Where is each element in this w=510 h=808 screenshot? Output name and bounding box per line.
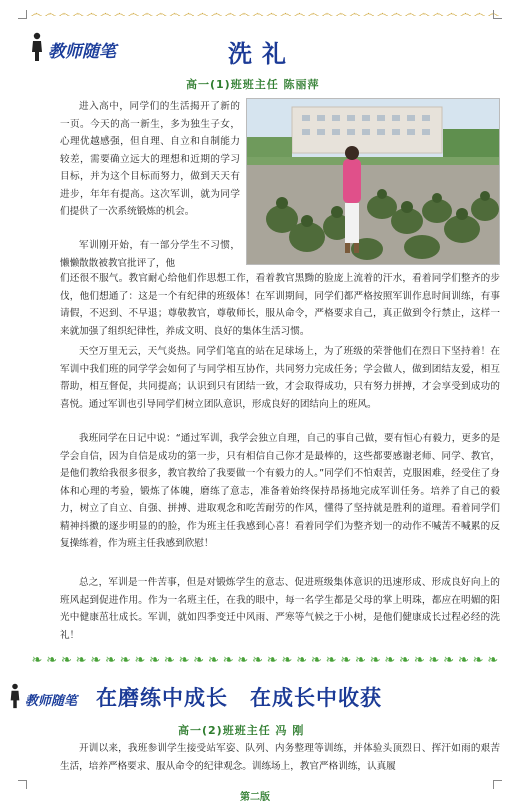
leaf-icon: ❧ [428,652,440,668]
leaf-icon: ❧ [384,652,396,668]
spiral-ornament-icon: ෴ [376,6,389,20]
leaf-icon: ❧ [119,652,131,668]
column-tag-text: 教师随笔 [25,694,78,709]
leaf-icon: ❧ [90,652,102,668]
leaf-icon: ❧ [310,652,322,668]
leaf-icon: ❧ [222,652,234,668]
spiral-ornament-icon: ෴ [446,6,458,20]
corner-mark [18,10,27,19]
leaf-icon: ❧ [75,652,87,668]
teacher-figure-icon [30,32,44,62]
spiral-ornament-icon: ෴ [210,6,223,20]
leaf-icon: ❧ [355,652,366,668]
teacher-figure-icon [8,683,22,709]
leaf-icon: ❧ [193,652,205,668]
spiral-ornament-icon: ෴ [238,6,250,20]
spiral-ornament-icon: ෴ [183,6,195,20]
leaf-icon: ❧ [281,652,293,668]
spiral-ornament-icon: ෴ [127,6,140,20]
spiral-ornament-icon: ෴ [404,6,416,20]
article-paragraph [60,237,240,273]
spiral-ornament-icon: ෴ [293,6,306,20]
leaf-icon: ❧ [266,652,278,668]
article-paragraph: 天空万里无云，天气炎热。同学们笔直的站在足球场上，为了班级的荣誉他们在烈日下坚持着！在军训中我们班的同学学会如何了与同学相互协作，共同努力完成任务；学会做人，做到团结友爱，相互帮助，相互督促，共同提高；认识到只有团结一致，才会取得成功，只有努力拼搏，才会享受到成功的喜悦。通过军训也引导同学们树立团队意识，形成良好的团结向上的班风。 [60,346,500,410]
spiral-ornament-icon: ෴ [155,6,167,20]
paragraph-text-narrow: 军训刚开始，有一部分学生不习惯，懒懒散散被教官批评了，他 [60,240,240,269]
spiral-ornament-icon: ෴ [58,6,70,20]
leaf-icon: ❧ [457,652,469,668]
leaf-icon: ❧ [443,652,455,668]
article-paragraph: 总之，军训是一件苦事，但是对锻炼学生的意志、促进班级集体意识的迅速形成、形成良好向上的班风起到促进作用。作为一名班主任，在我的眼中，每一名学生都是父母的掌上明珠，都应在明媚的阳光中健康茁壮成长。军训，就如四季变迁中风雨、严寒等气候之于小树，是他们健康成长过程必经的洗礼！ [60,577,500,641]
spiral-ornament-icon: ෴ [224,6,236,20]
spiral-ornament-icon: ෴ [100,6,112,20]
leaf-icon: ❧ [163,652,175,668]
leaf-icon: ❧ [60,652,72,668]
article-paragraph: 我班同学在日记中说：“通过军训，我学会独立自理，自己的事自己做，要有恒心有毅力，更多的是学会自信，因为自信是成功的第一步，只有相信自己你才是最棒的，这些都要感谢老师、同学、教官，是他们教给我很多很多，教官教给了我要做一个有毅力的人。”同学们不怕艰苦，克服困难，经受住了身体和心理的考验，锻炼了体魄，磨练了意志，准备着始终保持昂扬地完成军训任务。培养了自己的毅力，树立了自立、自强、拼搏、进取观念和吃苦耐劳的作风，懂得了坚持就是胜利的道理。看着同学们精神抖擞的逐步明显的的脸，作为班主任我感到心喜！看着同学们为整齐划一的动作不喊苦不喊累的反复操练着，作为班主任我感到欣慰！ [60,433,500,549]
column-tag [30,32,116,62]
spiral-ornament-icon: ෴ [30,6,43,20]
column-tag [8,683,77,709]
spiral-ornament-icon: ෴ [252,6,264,20]
spiral-ornament-icon: ෴ [459,6,472,20]
leaf-icon: ❧ [178,652,190,668]
spiral-ornament-icon: ෴ [169,6,181,20]
spiral-ornament-icon: ෴ [307,6,320,20]
spiral-ornament-icon: ෴ [363,6,375,20]
leaf-icon: ❧ [105,652,116,668]
spiral-ornament-icon: ෴ [418,6,430,20]
spiral-ornament-icon: ෴ [487,6,500,20]
leaf-icon: ❧ [399,652,411,668]
article-title: 洗礼 [228,39,296,68]
spiral-ornament-icon: ෴ [86,6,98,20]
leaf-divider-icon [30,652,500,668]
spiral-ornament-icon: ෴ [266,6,278,20]
leaf-icon: ❧ [237,652,249,668]
leaf-icon: ❧ [340,652,352,668]
leaf-icon: ❧ [46,652,58,668]
top-ornament-border [30,6,500,20]
spiral-ornament-icon: ෴ [113,6,126,20]
spiral-ornament-icon: ෴ [473,6,486,20]
article-paragraph: 进入高中，同学们的生活揭开了新的一页。今天的高一新生，多为独生子女，心理优越感强，但自理、自立和自制能力较差，需要确立远大的理想和近期的学习目标，并为这个目标而努力，做到天天有进步，年年有提高。这次军训，就为同学们提供了一次系统锻炼的机会。 [60,101,240,217]
spiral-ornament-icon: ෴ [432,6,444,20]
leaf-icon: ❧ [252,652,263,668]
spiral-ornament-icon: ෴ [349,6,361,20]
military-training-photo [246,98,500,265]
leaf-icon: ❧ [207,652,219,668]
spiral-ornament-icon: ෴ [141,6,153,20]
leaf-icon: ❧ [296,652,308,668]
article-byline: 高一(2)班班主任 冯 刚 [178,724,305,737]
article-byline: 高一(1)班班主任 陈丽萍 [186,78,320,91]
spiral-ornament-icon: ෴ [72,6,84,20]
spiral-ornament-icon: ෴ [279,6,292,20]
article-paragraph: 开训以来，我班参训学生接受站军姿、队列、内务整理等训练，并体验头顶烈日、挥汗如雨的艰苦生活，培养严格要求、服从命令的纪律观念。训练场上，教官严格训练，认真履 [60,743,500,772]
spiral-ornament-icon: ෴ [335,6,347,20]
spiral-ornament-icon: ෴ [196,6,209,20]
article-paragraph-continuation: 们还很不服气。教官耐心给他们作思想工作，看着教官黑黝的脸庞上流着的汗水，看着同学们整齐的步伐，他们想通了：这是一个有纪律的班级体！在军训期间，同学们都严格按照军训作息时间训练，有事请假，不迟到、不早退；尊敬教官，尊敬师长，服从命令，严格要求自己，真正做到令行禁止，这样一来就加强了组织纪律性，养成文明、良好的集体生活习惯。 [60,273,500,337]
column-tag-text: 教师随笔 [48,42,116,62]
leaf-icon: ❧ [472,652,484,668]
corner-mark [493,10,502,19]
spiral-ornament-icon: ෴ [390,6,403,20]
leaf-icon: ❧ [413,652,425,668]
leaf-icon: ❧ [134,652,146,668]
leaf-icon: ❧ [31,652,43,668]
leaf-icon: ❧ [487,652,499,668]
page-number-label: 第二版 [240,792,270,803]
article-title: 在磨练中成长 在成长中收获 [96,685,382,710]
leaf-icon: ❧ [149,652,161,668]
spiral-ornament-icon: ෴ [44,6,57,20]
spiral-ornament-icon: ෴ [321,6,333,20]
leaf-icon: ❧ [325,652,337,668]
leaf-icon: ❧ [369,652,381,668]
